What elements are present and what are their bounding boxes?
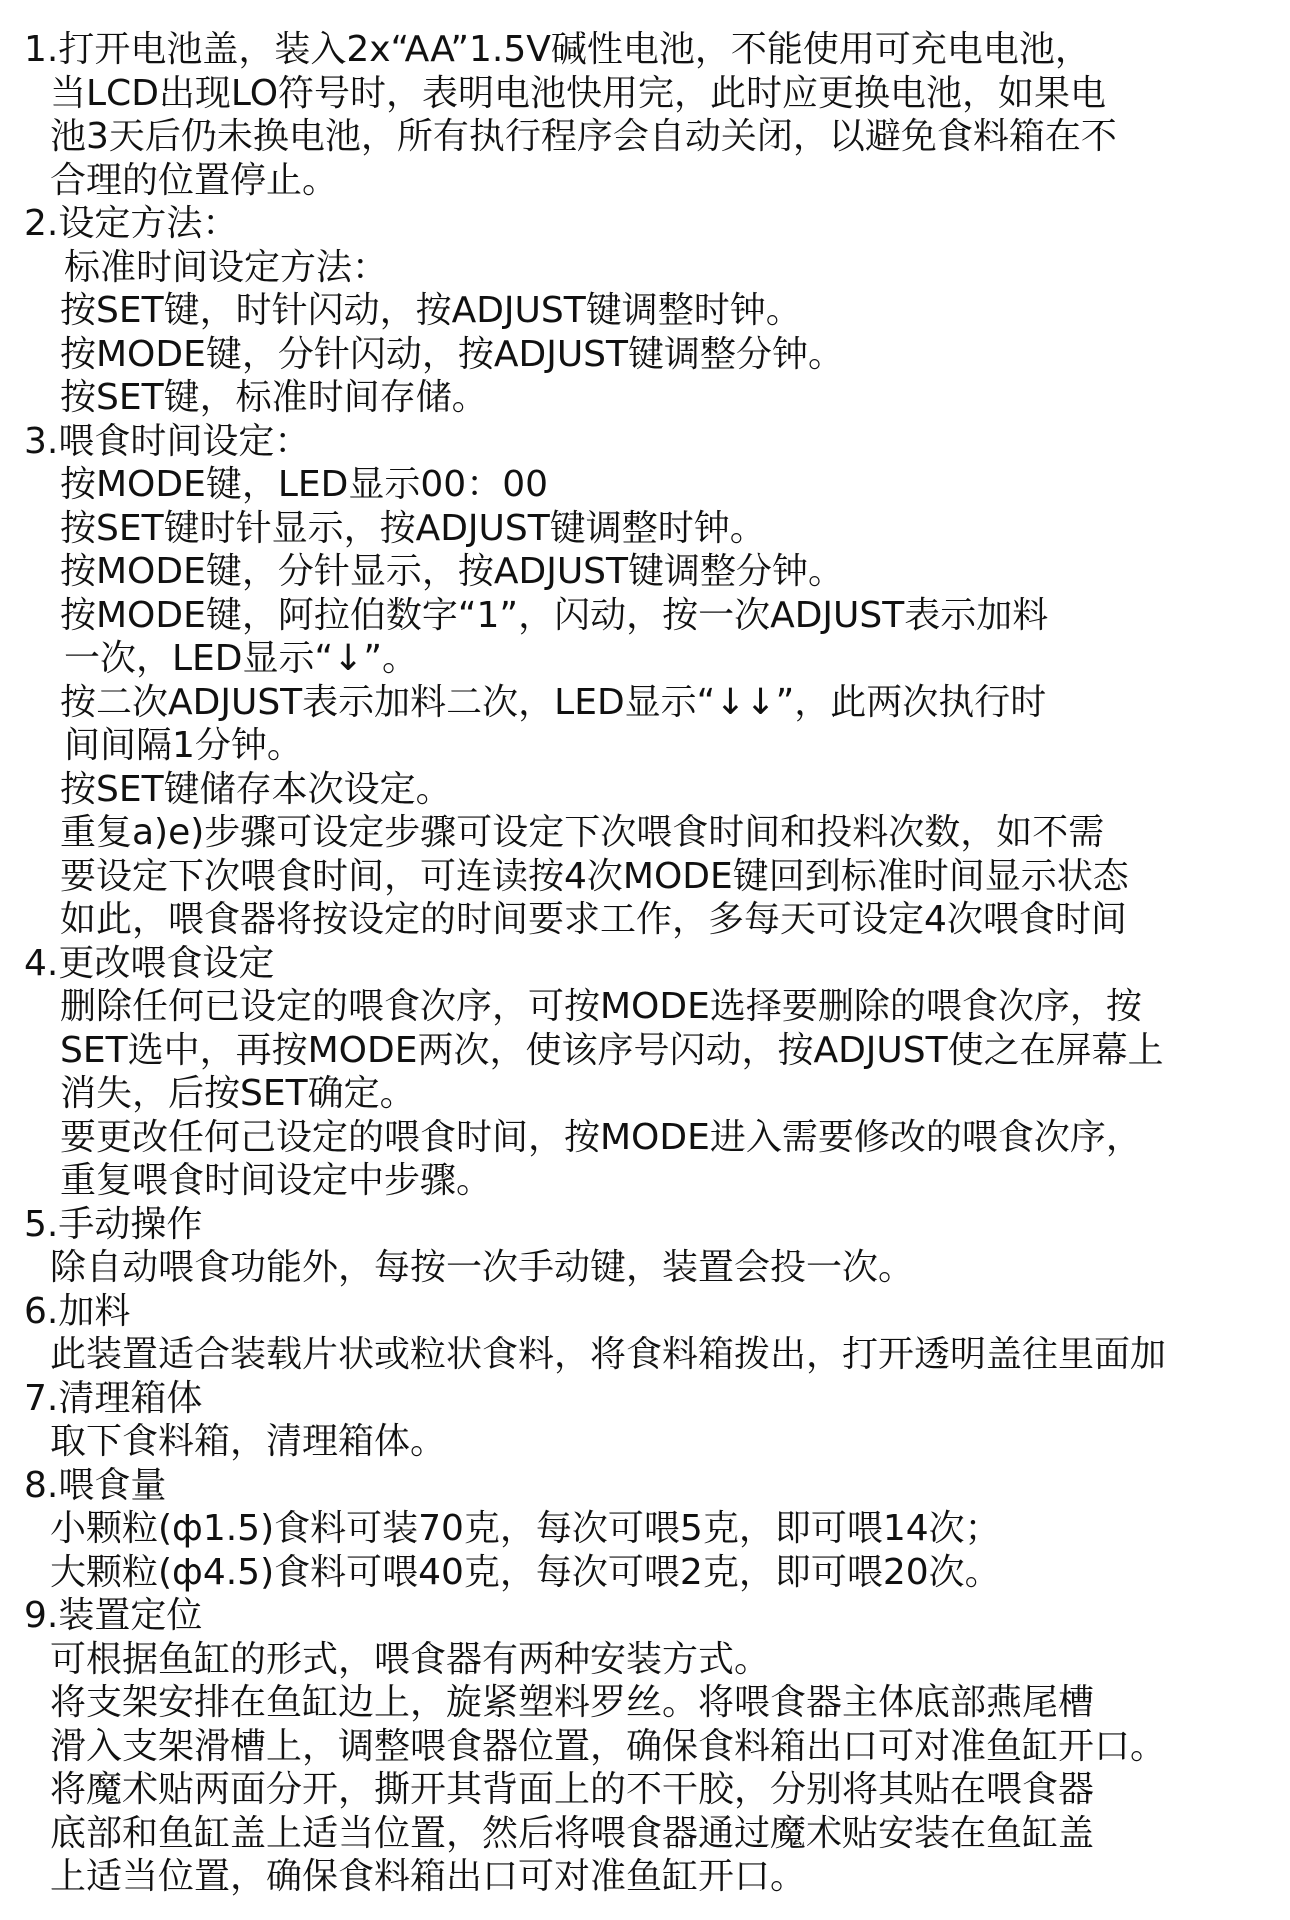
instruction-line: 标准时间设定方法： <box>64 246 389 288</box>
instruction-line: 可根据鱼缸的形式，喂食器有两种安装方式。 <box>50 1638 771 1680</box>
section-heading: 4.更改喂食设定 <box>24 942 275 984</box>
instruction-line: SET选中，再按MODE两次，使该序号闪动，按ADJUST使之在屏幕上 <box>60 1029 1164 1071</box>
instruction-line: 重复喂食时间设定中步骤。 <box>60 1160 493 1201</box>
instruction-line: 将支架安排在鱼缸边上，旋紧塑料罗丝。将喂食器主体底部燕尾槽 <box>50 1682 1095 1723</box>
instruction-line: 如此，喂食器将按设定的时间要求工作，多每天可设定4次喂食时间 <box>60 899 1127 940</box>
section-heading: 2.设定方法： <box>24 203 239 244</box>
instruction-line: 按SET键储存本次设定。 <box>60 768 452 810</box>
instruction-line: 重复a)e)步骤可设定步骤可设定下次喂食时间和投料次数，如不需 <box>60 812 1105 853</box>
instruction-line: 按SET键，时针闪动，按ADJUST键调整时钟。 <box>60 290 802 331</box>
instruction-line: 一次，LED显示“↓”。 <box>64 638 418 679</box>
instruction-line: 上适当位置，确保食料箱出口可对准鱼缸开口。 <box>50 1856 807 1897</box>
section-heading: 9.装置定位 <box>24 1595 203 1636</box>
instruction-line: 按SET键，标准时间存储。 <box>60 377 488 418</box>
instruction-line: 按SET键时针显示，按ADJUST键调整时钟。 <box>60 507 766 549</box>
instruction-line: 间间隔1分钟。 <box>64 725 303 766</box>
instruction-line: 按二次ADJUST表示加料二次，LED显示“↓↓”，此两次执行时 <box>60 681 1047 723</box>
instruction-line: 将魔术贴两面分开，撕开其背面上的不干胶，分别将其贴在喂食器 <box>50 1769 1095 1810</box>
instruction-line: 取下食料箱，清理箱体。 <box>50 1421 447 1462</box>
section-heading: 3.喂食时间设定： <box>24 420 311 462</box>
instruction-line: 小颗粒(ф1.5)食料可装70克，每次可喂5克，即可喂14次； <box>50 1508 1001 1549</box>
instruction-line: 此装置适合装载片状或粒状食料，将食料箱拨出，打开透明盖往里面加 <box>50 1334 1167 1375</box>
instruction-line: 滑入支架滑槽上，调整喂食器位置，确保食料箱出口可对准鱼缸开口。 <box>50 1725 1167 1767</box>
instruction-line: 消失，后按SET确定。 <box>60 1073 416 1114</box>
instruction-line: 当LCD出现LO符号时，表明电池快用完，此时应更换电池，如果电 <box>50 72 1107 114</box>
section-heading: 1.打开电池盖，装入2x“AA”1.5V碱性电池，不能使用可充电电池， <box>24 29 1091 70</box>
instruction-line: 底部和鱼缸盖上适当位置，然后将喂食器通过魔术贴安装在鱼缸盖 <box>50 1812 1095 1854</box>
instruction-line: 要设定下次喂食时间，可连读按4次MODE键回到标准时间显示状态 <box>60 855 1129 897</box>
section-heading: 6.加料 <box>24 1290 131 1332</box>
instruction-line: 按MODE键，分针显示，按ADJUST键调整分钟。 <box>60 551 845 592</box>
instruction-line: 除自动喂食功能外，每按一次手动键，装置会投一次。 <box>50 1247 915 1288</box>
instruction-line: 合理的位置停止。 <box>50 159 339 201</box>
instruction-line: 按MODE键，分针闪动，按ADJUST键调整分钟。 <box>60 333 845 375</box>
instruction-line: 大颗粒(ф4.5)食料可喂40克，每次可喂2克，即可喂20次。 <box>50 1551 1001 1593</box>
section-heading: 5.手动操作 <box>24 1203 203 1245</box>
section-heading: 8.喂食量 <box>24 1464 167 1506</box>
instruction-line: 要更改任何己设定的喂食时间，按MODE进入需要修改的喂食次序， <box>60 1116 1142 1158</box>
section-heading: 7.清理箱体 <box>24 1377 203 1419</box>
instruction-line: 删除任何已设定的喂食次序，可按MODE选择要删除的喂食次序，按 <box>60 986 1142 1027</box>
instruction-document <box>24 28 1274 1899</box>
instruction-line: 按MODE键，阿拉伯数字“1”，闪动，按一次ADJUST表示加料 <box>60 594 1049 636</box>
instruction-line: 按MODE键，LED显示00：00 <box>60 464 549 505</box>
instruction-line: 池3天后仍未换电池，所有执行程序会自动关闭，以避免食料箱在不 <box>50 116 1117 157</box>
